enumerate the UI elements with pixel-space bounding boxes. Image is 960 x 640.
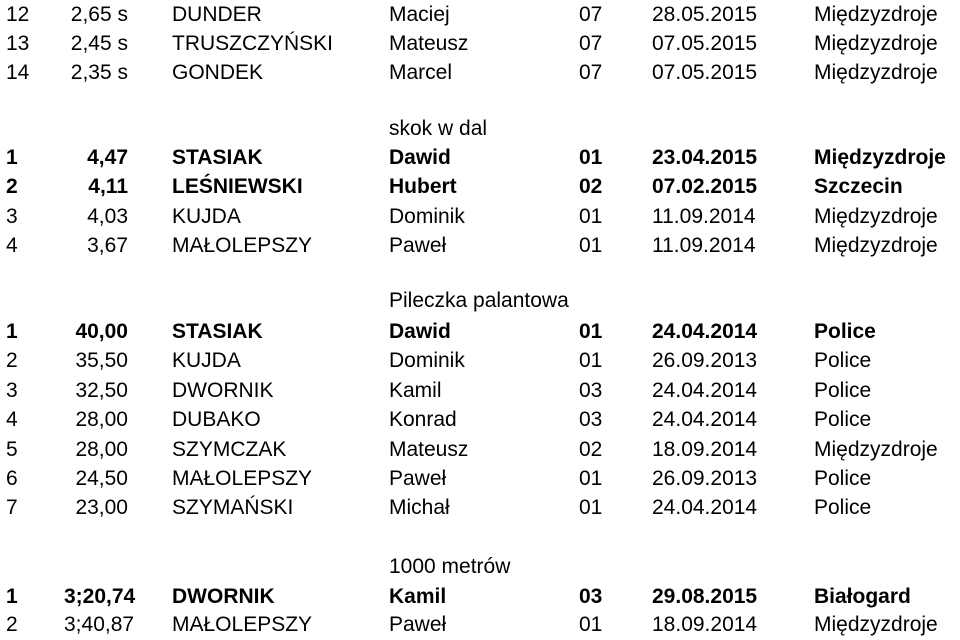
surname-cell: LEŚNIEWSKI: [172, 175, 303, 198]
section-title-text: Pileczka palantowa: [389, 289, 569, 312]
table-row: [0, 435, 960, 465]
firstname-cell: Maciej: [389, 3, 450, 26]
surname-cell: SZYMAŃSKI: [172, 496, 294, 519]
rank-cell: 2: [6, 349, 18, 372]
category-cell: 07: [579, 32, 603, 55]
rank-cell: 4: [6, 234, 18, 257]
rank-cell: 13: [6, 32, 30, 55]
result-cell: 23,00: [75, 496, 128, 519]
surname-cell: DWORNIK: [172, 379, 274, 402]
category-cell: 01: [579, 349, 603, 372]
date-cell: 24.04.2014: [652, 320, 758, 343]
place-cell: Police: [814, 379, 872, 402]
rank-cell: 1: [6, 585, 18, 608]
category-cell: 02: [579, 438, 603, 461]
table-row: [0, 346, 960, 376]
table-row: [0, 610, 960, 640]
table-row: [0, 58, 960, 88]
category-cell: 07: [579, 61, 603, 84]
table-row: [0, 29, 960, 59]
place-cell: Międzyzdroje: [814, 3, 938, 26]
firstname-cell: Paweł: [389, 234, 447, 257]
firstname-cell: Konrad: [389, 408, 457, 431]
result-cell: 32,50: [75, 379, 128, 402]
firstname-cell: Dominik: [389, 205, 465, 228]
table-row: [0, 231, 960, 261]
category-cell: 01: [579, 146, 603, 169]
date-cell: 07.05.2015: [652, 32, 758, 55]
firstname-cell: Hubert: [389, 175, 457, 198]
rank-cell: 5: [6, 438, 18, 461]
rank-cell: 4: [6, 408, 18, 431]
category-cell: 01: [579, 496, 603, 519]
rank-cell: 2: [6, 175, 18, 198]
date-cell: 11.09.2014: [652, 234, 756, 257]
category-cell: 02: [579, 175, 603, 198]
date-cell: 23.04.2015: [652, 146, 758, 169]
place-cell: Międzyzdroje: [814, 205, 938, 228]
place-cell: Police: [814, 496, 872, 519]
surname-cell: MAŁOLEPSZY: [172, 613, 313, 636]
rank-cell: 1: [6, 146, 18, 169]
date-cell: 28.05.2015: [652, 3, 758, 26]
firstname-cell: Kamil: [389, 585, 447, 608]
firstname-cell: Paweł: [389, 613, 447, 636]
result-cell: 3;20,74: [64, 585, 136, 608]
result-cell: 4,03: [87, 205, 128, 228]
surname-cell: DUBAKO: [172, 408, 261, 431]
firstname-cell: Mateusz: [389, 438, 469, 461]
table-row: [0, 172, 960, 202]
place-cell: Międzyzdroje: [814, 61, 938, 84]
date-cell: 29.08.2015: [652, 585, 758, 608]
category-cell: 01: [579, 613, 603, 636]
rank-cell: 1: [6, 320, 18, 343]
result-cell: 2,35 s: [70, 61, 128, 84]
date-cell: 24.04.2014: [652, 379, 758, 402]
rank-cell: 2: [6, 613, 18, 636]
surname-cell: DWORNIK: [172, 585, 275, 608]
firstname-cell: Mateusz: [389, 32, 469, 55]
result-cell: 3,67: [87, 234, 128, 257]
surname-cell: STASIAK: [172, 320, 263, 343]
table-row: [0, 376, 960, 406]
surname-cell: KUJDA: [172, 349, 241, 372]
section-title-text: skok w dal: [389, 117, 488, 140]
date-cell: 07.02.2015: [652, 175, 758, 198]
category-cell: 01: [579, 467, 603, 490]
section-title-text: 1000 metrów: [389, 555, 511, 578]
surname-cell: SZYMCZAK: [172, 438, 287, 461]
surname-cell: TRUSZCZYŃSKI: [172, 32, 334, 55]
date-cell: 24.04.2014: [652, 496, 758, 519]
place-cell: Międzyzdroje: [814, 613, 938, 636]
firstname-cell: Dominik: [389, 349, 465, 372]
section-title: [0, 552, 960, 582]
date-cell: 11.09.2014: [652, 205, 756, 228]
surname-cell: MAŁOLEPSZY: [172, 234, 313, 257]
table-row: [0, 317, 960, 347]
place-cell: Białogard: [814, 585, 911, 608]
result-cell: 3;40,87: [64, 613, 135, 636]
category-cell: 03: [579, 585, 603, 608]
surname-cell: GONDEK: [172, 61, 264, 84]
section-title: [0, 114, 960, 144]
result-cell: 4,11: [88, 175, 128, 198]
category-cell: 01: [579, 205, 603, 228]
date-cell: 07.05.2015: [652, 61, 758, 84]
result-cell: 28,00: [75, 408, 128, 431]
category-cell: 03: [579, 379, 603, 402]
result-cell: 2,45 s: [70, 32, 128, 55]
table-row: [0, 464, 960, 494]
result-cell: 28,00: [75, 438, 128, 461]
date-cell: 26.09.2013: [652, 467, 758, 490]
table-row: [0, 202, 960, 232]
date-cell: 18.09.2014: [652, 613, 758, 636]
table-row: [0, 405, 960, 435]
rank-cell: 3: [6, 205, 18, 228]
category-cell: 01: [579, 320, 603, 343]
category-cell: 07: [579, 3, 603, 26]
surname-cell: MAŁOLEPSZY: [172, 467, 313, 490]
section-title: [0, 286, 960, 316]
table-row: [0, 143, 960, 173]
firstname-cell: Marcel: [389, 61, 453, 84]
rank-cell: 3: [6, 379, 18, 402]
rank-cell: 6: [6, 467, 18, 490]
place-cell: Szczecin: [814, 175, 903, 198]
result-cell: 40,00: [75, 320, 128, 343]
firstname-cell: Kamil: [389, 379, 442, 402]
category-cell: 01: [579, 234, 603, 257]
place-cell: Międzyzdroje: [814, 438, 938, 461]
surname-cell: DUNDER: [172, 3, 262, 26]
place-cell: Police: [814, 408, 872, 431]
surname-cell: KUJDA: [172, 205, 241, 228]
result-cell: 35,50: [75, 349, 128, 372]
place-cell: Police: [814, 320, 876, 343]
date-cell: 24.04.2014: [652, 408, 758, 431]
place-cell: Międzyzdroje: [814, 146, 946, 169]
rank-cell: 14: [6, 61, 30, 84]
result-cell: 4,47: [87, 146, 128, 169]
firstname-cell: Michał: [389, 496, 450, 519]
rank-cell: 7: [6, 496, 18, 519]
place-cell: Police: [814, 467, 872, 490]
place-cell: Międzyzdroje: [814, 234, 938, 257]
result-cell: 24,50: [75, 467, 128, 490]
firstname-cell: Paweł: [389, 467, 447, 490]
place-cell: Police: [814, 349, 872, 372]
category-cell: 03: [579, 408, 603, 431]
date-cell: 26.09.2013: [652, 349, 758, 372]
firstname-cell: Dawid: [389, 320, 451, 343]
place-cell: Międzyzdroje: [814, 32, 938, 55]
result-cell: 2,65 s: [70, 3, 128, 26]
date-cell: 18.09.2014: [652, 438, 758, 461]
table-row: [0, 0, 960, 30]
table-row: [0, 493, 960, 523]
surname-cell: STASIAK: [172, 146, 263, 169]
firstname-cell: Dawid: [389, 146, 451, 169]
table-row: [0, 582, 960, 612]
rank-cell: 12: [6, 3, 30, 26]
